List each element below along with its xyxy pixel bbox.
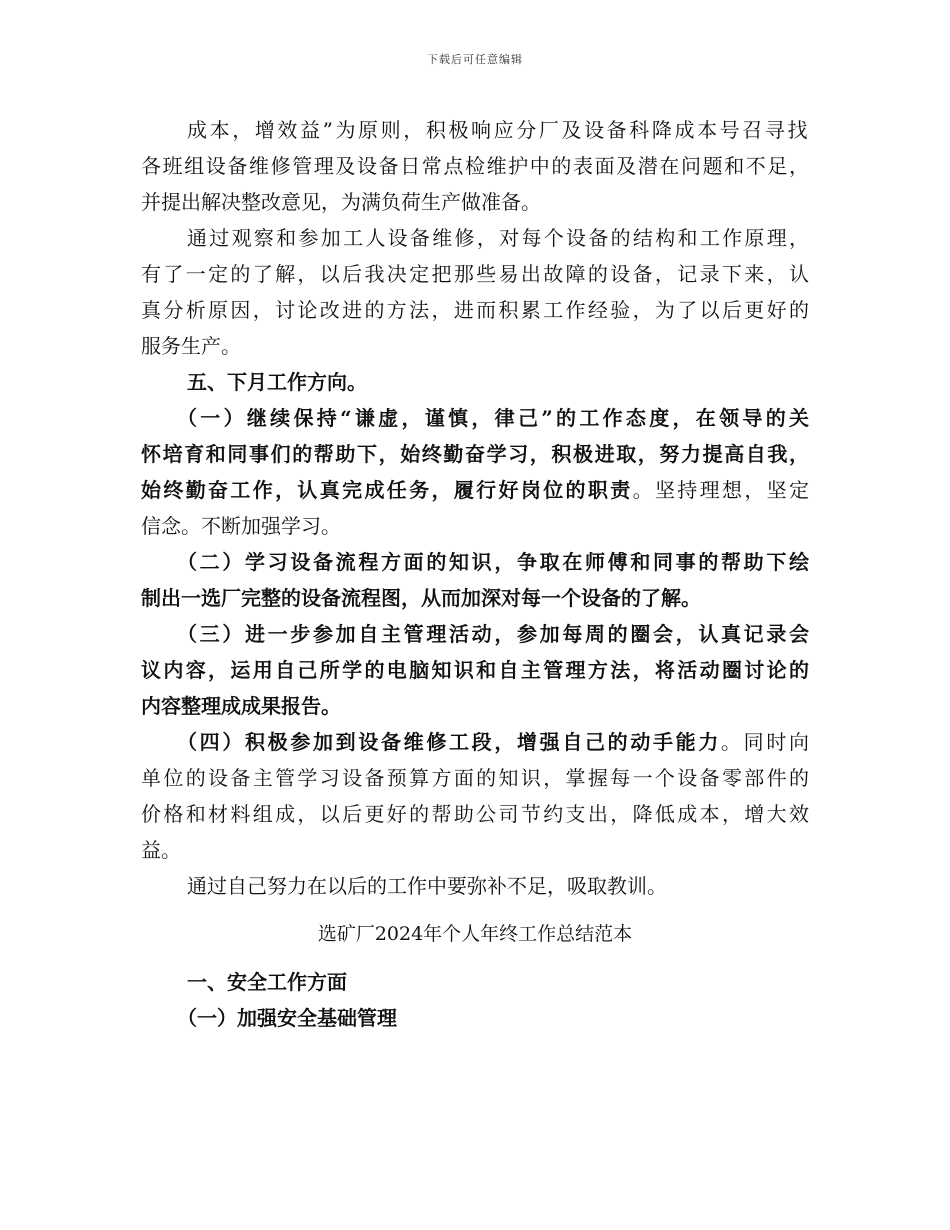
- paragraph-line: 议内容，运用自己所学的电脑知识和自主管理方法，将活动圈讨论的: [141, 658, 809, 682]
- paragraph-line: 通过观察和参加工人设备维修，对每个设备的结构和工作原理，: [187, 226, 809, 250]
- bold-text: 始终勤奋工作，认真完成任务，履行好岗位的职责: [141, 478, 633, 502]
- paragraph-line: 通过自己努力在以后的工作中要弥补不足，吸取教训。: [187, 874, 667, 898]
- paragraph-line: 真分析原因，讨论改进的方法，进而积累工作经验，为了以后更好的: [141, 298, 809, 322]
- section-heading: 五、下月工作方向。: [187, 370, 367, 394]
- paragraph-line: 有了一定的了解，以后我决定把那些易出故障的设备，记录下来，认: [141, 262, 809, 286]
- document-title: 选矿厂2024年个人年终工作总结范本: [317, 923, 633, 945]
- page-header-note: 下载后可任意编辑: [427, 53, 523, 66]
- paragraph-line: 成本，增效益”为原则，积极响应分厂及设备科降成本号召寻找: [187, 118, 809, 142]
- paragraph-line: 各班组设备维修管理及设备日常点检维护中的表面及潜在问题和不足，: [141, 154, 809, 178]
- paragraph-line: 并提出解决整改意见，为满负荷生产做准备。: [141, 190, 541, 214]
- paragraph-line: 怀培育和同事们的帮助下，始终勤奋学习，积极进取，努力提高自我，: [141, 442, 809, 466]
- paragraph-line: [141, 472, 809, 508]
- paragraph-line: （三）进一步参加自主管理活动，参加每周的圈会，认真记录会: [177, 622, 809, 646]
- paragraph-line: 单位的设备主管学习设备预算方面的知识，掌握每一个设备零部件的: [141, 766, 809, 790]
- bold-text: （四）积极参加到设备维修工段，增强自己的动手能力: [177, 730, 721, 754]
- normal-text: 。坚持理想，坚定: [632, 478, 810, 502]
- normal-text: 。同时向: [721, 730, 810, 754]
- paragraph-line: （二）学习设备流程方面的知识，争取在师傅和同事的帮助下绘: [177, 550, 809, 574]
- paragraph-line: 服务生产。: [141, 334, 241, 358]
- paragraph-line: [141, 724, 809, 760]
- paragraph-line: 益。: [141, 838, 181, 862]
- section-heading: 一、安全工作方面: [187, 970, 347, 994]
- paragraph-line: （一）继续保持“谦虚，谨慎，律己”的工作态度，在领导的关: [177, 406, 809, 430]
- subsection-heading: （一）加强安全基础管理: [177, 1006, 397, 1030]
- paragraph-line: 制出一选厂完整的设备流程图，从而加深对每一个设备的了解。: [141, 586, 701, 610]
- document-body: [141, 112, 809, 1036]
- paragraph-line: 内容整理成成果报告。: [141, 694, 341, 718]
- paragraph-line: 信念。不断加强学习。: [141, 514, 341, 538]
- paragraph-line: 价格和材料组成，以后更好的帮助公司节约支出，降低成本，增大效: [141, 802, 809, 826]
